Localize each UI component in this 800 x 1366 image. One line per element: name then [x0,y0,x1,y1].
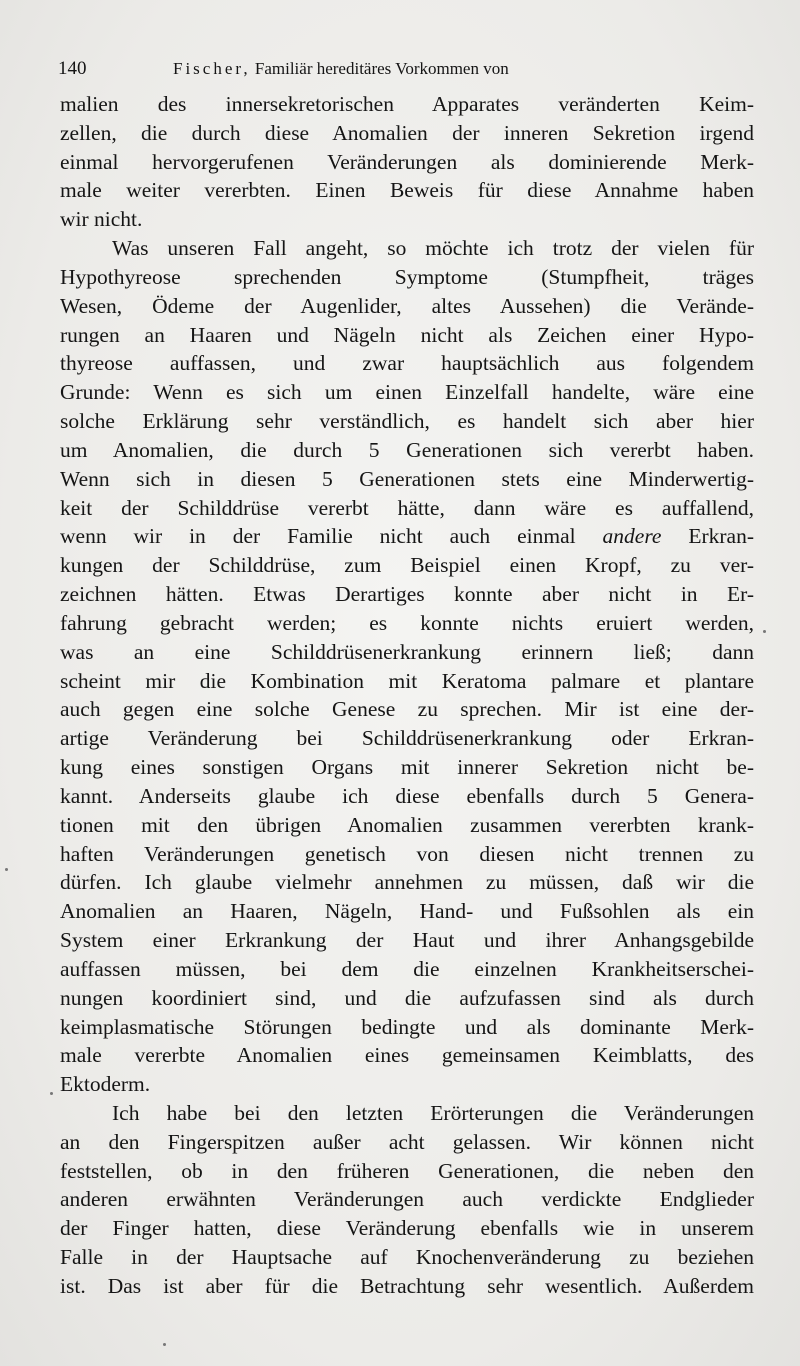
text-line: tionen mit den übrigen Anomalien zusammen vererbten krank- [60,812,754,837]
text-line: keit der Schilddrüse vererbt hätte, dann wäre es auffallend, [60,495,754,520]
text-line: Ektoderm. [60,1072,151,1097]
text-line: kannt. Anderseits glaube ich diese ebenfalls durch 5 Genera- [60,783,754,808]
text-line: Grunde: Wenn es sich um einen Einzelfall handelte, wäre eine [60,380,754,405]
text-line: haften Veränderungen genetisch von diesen nicht trennen zu [60,841,754,866]
text-line: rungen an Haaren und Nägeln nicht als Zeichen einer Hypo- [60,322,754,347]
text-line: scheint mir die Kombination mit Keratoma palmare et plantare [60,668,754,693]
text-line: wir nicht. [60,207,143,232]
emphasized-word: andere [602,524,662,549]
author-name: Fischer, [173,59,251,78]
text-line: was an eine Schilddrüsenerkrankung erinnern ließ; dann [60,639,754,664]
text-line: dürfen. Ich glaube vielmehr annehmen zu müssen, daß wir die [60,870,754,895]
text-line: einmal hervorgerufenen Veränderungen als dominierende Merk- [60,149,754,174]
text-line: zellen, die durch diese Anomalien der inneren Sekretion irgend [60,120,754,145]
running-title: Familiär hereditäres Vorkommen von [254,59,509,78]
text-line: Anomalien an Haaren, Nägeln, Hand- und Fußsohlen als ein [60,899,754,924]
text-line: nungen koordiniert sind, und die aufzufassen sind als durch [60,985,754,1010]
text-line: System einer Erkrankung der Haut und ihrer Anhangsgebilde [60,928,754,953]
text-line: anderen erwähnten Veränderungen auch verdickte Endglieder [60,1187,754,1212]
text-line: Wenn sich in diesen 5 Generationen stets eine Minderwertig- [60,466,754,491]
paragraph-start-line: Was unseren Fall angeht, so möchte ich trotz der vielen für [112,236,754,261]
text-line-with-emphasis [60,522,754,551]
text-line: Hypothyreose sprechenden Symptome (Stumpfheit, träges [60,264,754,289]
text-line: malien des innersekretorischen Apparates veränderten Keim- [60,92,754,116]
running-header [58,56,758,82]
text-line: male weiter vererbten. Einen Beweis für diese Annahme haben [60,178,754,203]
text-line: der Finger hatten, diese Veränderung ebenfalls wie in unserem [60,1216,754,1241]
text-line: fahrung gebracht werden; es konnte nichts eruiert werden, [60,610,754,635]
text-line: um Anomalien, die durch 5 Generationen sich vererbt haben. [60,437,754,462]
text-line: male vererbte Anomalien eines gemeinsamen Keimblatts, des [60,1043,754,1068]
running-head-title [173,56,509,82]
text-line: auch gegen eine solche Genese zu sprechen. Mir ist eine der- [60,697,754,722]
text-line: artige Veränderung bei Schilddrüsenerkrankung oder Erkran- [60,726,754,751]
text-line: feststellen, ob in den früheren Generationen, die neben den [60,1158,754,1183]
text-line: kung eines sonstigen Organs mit innerer Sekretion nicht be- [60,755,754,780]
text-line: Wesen, Ödeme der Augenlider, altes Aussehen) die Verände- [60,293,754,318]
text-line: thyreose auffassen, und zwar hauptsächlich aus folgendem [60,351,754,376]
line-text: Erkran- [688,524,755,549]
paper-speck [163,1343,166,1346]
body-text [60,90,754,1301]
paragraph-start-line: Ich habe bei den letzten Erörterungen die Veränderungen [112,1100,754,1125]
paper-speck [763,630,766,633]
line-text: wenn wir in der Familie nicht auch einmal [60,524,576,549]
text-line: an den Fingerspitzen außer acht gelassen. Wir können nicht [60,1129,754,1154]
paper-speck [5,868,8,871]
text-line: Falle in der Hauptsache auf Knochenveränderung zu beziehen [60,1245,754,1270]
text-line: keimplasmatische Störungen bedingte und als dominante Merk- [60,1014,754,1039]
text-line: auffassen müssen, bei dem die einzelnen Krankheitserschei- [60,956,754,981]
text-line: solche Erklärung sehr verständlich, es handelt sich aber hier [60,409,754,434]
text-line: ist. Das ist aber für die Betrachtung sehr wesentlich. Außerdem [60,1273,754,1298]
text-line: zeichnen hätten. Etwas Derartiges konnte aber nicht in Er- [60,582,754,607]
page-number: 140 [58,58,87,79]
text-line: kungen der Schilddrüse, zum Beispiel einen Kropf, zu ver- [60,553,754,578]
paper-speck [50,1092,53,1095]
